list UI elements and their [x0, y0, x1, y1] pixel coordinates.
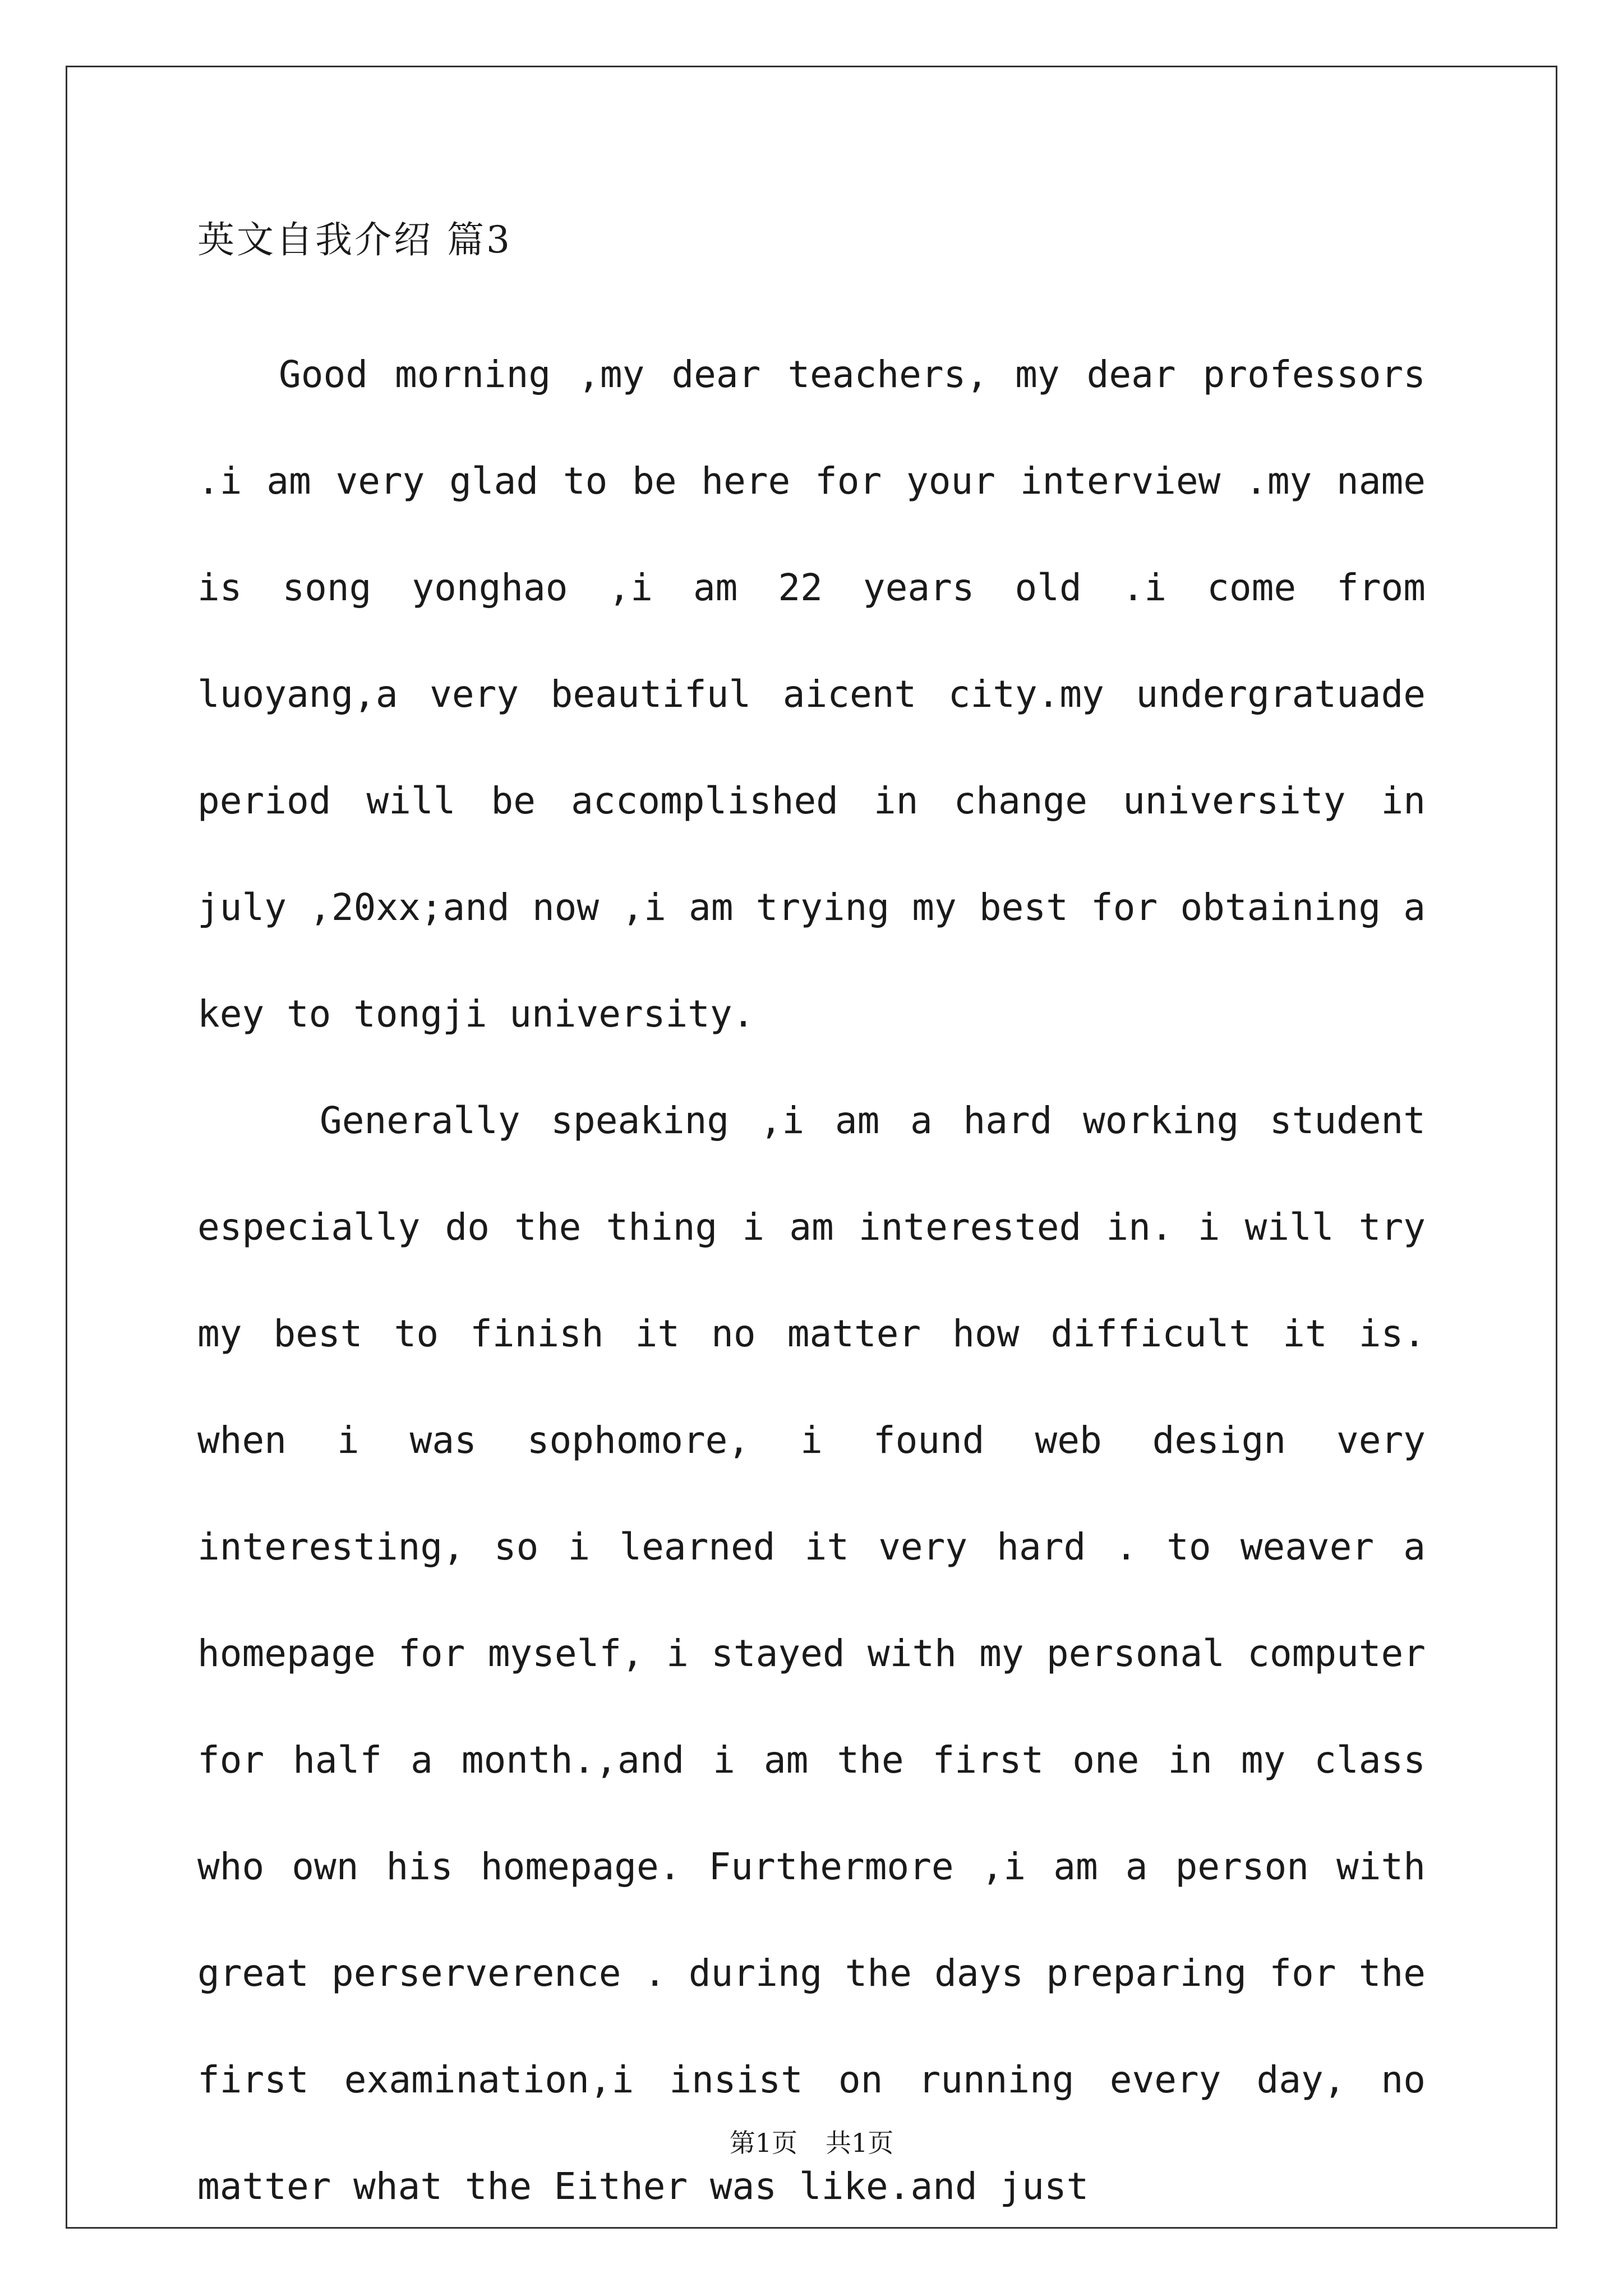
paragraph-2: Generally speaking ,i am a hard working student especially do the thing i am interested in. i will try my best to finish it no matter how difficult it is. when i was sophomore, i found web design very interesting, so i learned it very hard . to weaver a homepage for myself, i stayed with my personal computer for half a month.,and i am the first one in my class who own his homepage. Furthermore ,i am a person with great perserverence . during the days preparing for the first examination,i insist on running every day, no matter what the Either was like.and just — [197, 1099, 1426, 2208]
document-body — [197, 215, 1426, 2240]
page-number-current: 第1页 — [729, 2128, 797, 2158]
section-heading: 英文自我介绍 篇3 — [197, 218, 512, 261]
paragraph-1: Good morning ,my dear teachers, my dear professors .i am very glad to be here for your interview .my name is song yonghao ,i am 22 years old .i come from luoyang,a very beautiful aicent city.my undergratuade period will be accomplished in change university in july ,20xx;and now ,i am trying my best for obtaining a key to tongji university. — [197, 353, 1426, 1036]
page-footer — [0, 2126, 1623, 2160]
page-number-total: 共1页 — [826, 2128, 894, 2158]
